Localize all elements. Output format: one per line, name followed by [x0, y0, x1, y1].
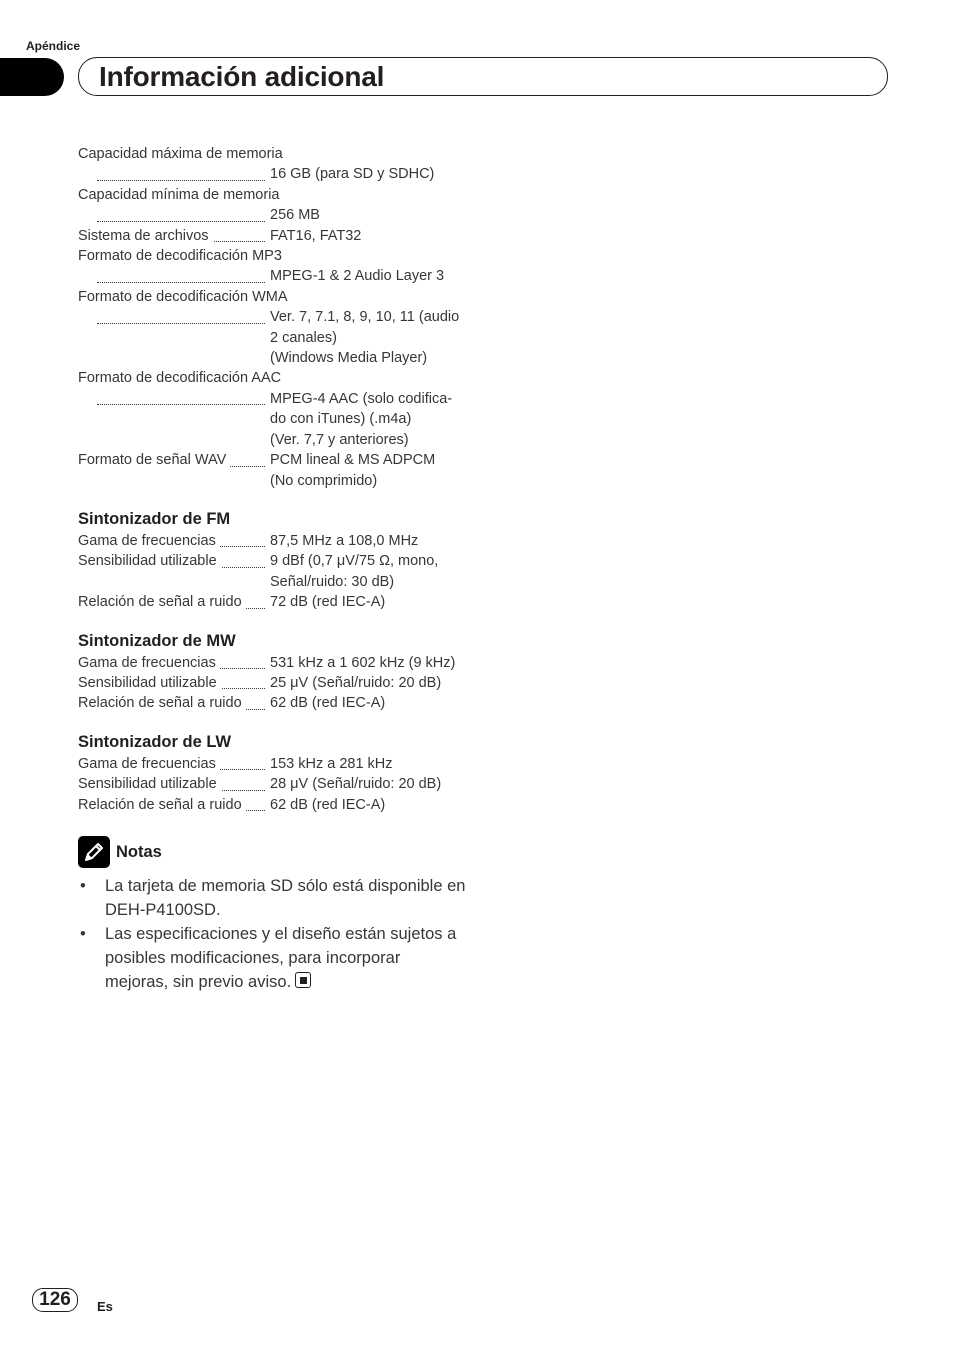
spec-value: 153 kHz a 281 kHz — [270, 755, 393, 772]
spec-value: 72 dB (red IEC-A) — [270, 594, 386, 611]
dot-leader — [97, 221, 265, 222]
spec-row — [78, 693, 468, 713]
spec-row — [78, 531, 468, 551]
spec-value: do con iTunes) (.m4a) — [270, 411, 412, 428]
specs-column — [78, 144, 468, 815]
spec-row — [78, 471, 468, 491]
spec-label: Gama de frecuencias — [78, 756, 220, 772]
specs-main — [78, 144, 468, 491]
spec-value: PCM lineal & MS ADPCM — [270, 452, 436, 469]
spec-label-cell — [78, 226, 268, 246]
fm-specs — [78, 531, 468, 613]
spec-label-cell — [78, 572, 268, 592]
fm-heading: Sintonizador de FM — [78, 509, 231, 528]
spec-row — [78, 592, 468, 612]
spec-label: Formato de decodificación WMA — [78, 288, 288, 305]
spec-label-cell — [78, 673, 268, 693]
dot-leader — [97, 323, 265, 324]
spec-row — [78, 551, 468, 571]
spec-label: Formato de señal WAV — [78, 452, 230, 468]
spec-row — [78, 572, 468, 592]
spec-value: (Ver. 7,7 y anteriores) — [270, 431, 409, 448]
spec-row — [78, 266, 468, 286]
spec-label: Capacidad máxima de memoria — [78, 146, 283, 162]
spec-value: 16 GB (para SD y SDHC) — [270, 166, 435, 183]
mw-heading: Sintonizador de MW — [78, 631, 236, 650]
spec-label-cell — [78, 592, 268, 612]
dot-leader — [97, 282, 265, 283]
spec-row — [78, 754, 468, 774]
section-tab-marker — [0, 58, 64, 96]
spec-row — [78, 164, 468, 184]
notes-list — [78, 874, 468, 994]
spec-row — [78, 307, 468, 327]
spec-label: Sistema de archivos — [78, 228, 213, 244]
spec-label: Formato de decodificación MP3 — [78, 248, 282, 265]
note-item — [78, 874, 468, 922]
spec-value: 87,5 MHz a 108,0 MHz — [270, 532, 419, 549]
pencil-icon — [78, 836, 110, 868]
spec-row — [78, 348, 468, 368]
spec-label-cell — [78, 205, 268, 225]
lw-specs — [78, 754, 468, 815]
spec-label: Relación de señal a ruido — [78, 695, 246, 711]
dot-leader — [97, 180, 265, 181]
spec-label-cell — [78, 348, 268, 368]
end-mark-icon — [295, 972, 311, 988]
spec-label: Sensibilidad utilizable — [78, 675, 221, 691]
spec-label-cell — [78, 531, 268, 551]
notes-header — [78, 836, 162, 868]
page-number: 126 — [32, 1288, 78, 1312]
spec-value: 256 MB — [270, 207, 320, 224]
spec-label-cell — [78, 389, 268, 409]
spec-label: Gama de frecuencias — [78, 655, 220, 671]
spec-label: Relación de señal a ruido — [78, 594, 246, 610]
spec-row — [78, 409, 468, 429]
spec-value: 9 dBf (0,7 μV/75 Ω, mono, — [270, 553, 439, 570]
spec-row — [78, 226, 468, 246]
spec-row — [78, 389, 468, 409]
spec-label: Formato de decodificación AAC — [78, 370, 282, 387]
spec-value: FAT16, FAT32 — [270, 227, 362, 244]
spec-row — [78, 653, 468, 673]
spec-label: Relación de señal a ruido — [78, 797, 246, 813]
spec-label-cell — [78, 266, 268, 286]
spec-value: (No comprimido) — [270, 472, 378, 489]
spec-label-cell — [78, 409, 268, 429]
spec-label-cell — [78, 328, 268, 348]
spec-label-cell — [78, 774, 268, 794]
spec-value: (Windows Media Player) — [270, 350, 428, 367]
lw-heading: Sintonizador de LW — [78, 732, 232, 751]
spec-value: 28 μV (Señal/ruido: 20 dB) — [270, 776, 442, 793]
spec-label-cell — [78, 693, 268, 713]
spec-label-cell — [78, 795, 268, 815]
spec-label-cell — [78, 430, 268, 450]
spec-row — [78, 450, 468, 470]
note-item — [78, 922, 468, 994]
spec-value: 62 dB (red IEC-A) — [270, 796, 386, 813]
dot-leader — [97, 404, 265, 405]
spec-label-cell — [78, 653, 268, 673]
spec-label-cell — [78, 164, 268, 184]
section-label: Apéndice — [26, 39, 81, 53]
spec-label: Capacidad mínima de memoria — [78, 186, 280, 203]
note-text: Las especificaciones y el diseño están sujetos a posibles modificaciones, para incorporar mejoras, sin previo aviso. — [105, 925, 457, 991]
mw-specs — [78, 653, 468, 714]
spec-label-cell — [78, 471, 268, 491]
spec-value: MPEG-1 & 2 Audio Layer 3 — [270, 268, 445, 285]
spec-value: 25 μV (Señal/ruido: 20 dB) — [270, 674, 442, 691]
notes-title: Notas — [116, 842, 162, 861]
spec-value: Señal/ruido: 30 dB) — [270, 573, 395, 590]
spec-row — [78, 430, 468, 450]
language-code: Es — [97, 1299, 113, 1314]
spec-value: Ver. 7, 7.1, 8, 9, 10, 11 (audio — [270, 309, 460, 326]
bullet: • — [80, 877, 86, 895]
spec-value: 2 canales) — [270, 329, 337, 346]
spec-row — [78, 328, 468, 348]
spec-value: 531 kHz a 1 602 kHz (9 kHz) — [270, 654, 456, 671]
spec-value: 62 dB (red IEC-A) — [270, 695, 386, 712]
page-title: Información adicional — [99, 61, 385, 92]
spec-value: MPEG-4 AAC (solo codifica- — [270, 390, 453, 407]
spec-row — [78, 673, 468, 693]
bullet: • — [80, 925, 86, 943]
spec-label-cell — [78, 307, 268, 327]
spec-label-cell — [78, 450, 268, 470]
spec-label-cell — [78, 551, 268, 571]
spec-label: Gama de frecuencias — [78, 533, 220, 549]
spec-row — [78, 205, 468, 225]
spec-label: Sensibilidad utilizable — [78, 776, 221, 792]
spec-row — [78, 795, 468, 815]
spec-label: Sensibilidad utilizable — [78, 553, 221, 569]
title-box — [78, 57, 888, 96]
note-text: La tarjeta de memoria SD sólo está disponible en DEH-P4100SD. — [105, 877, 466, 919]
spec-label-cell — [78, 754, 268, 774]
spec-row — [78, 774, 468, 794]
